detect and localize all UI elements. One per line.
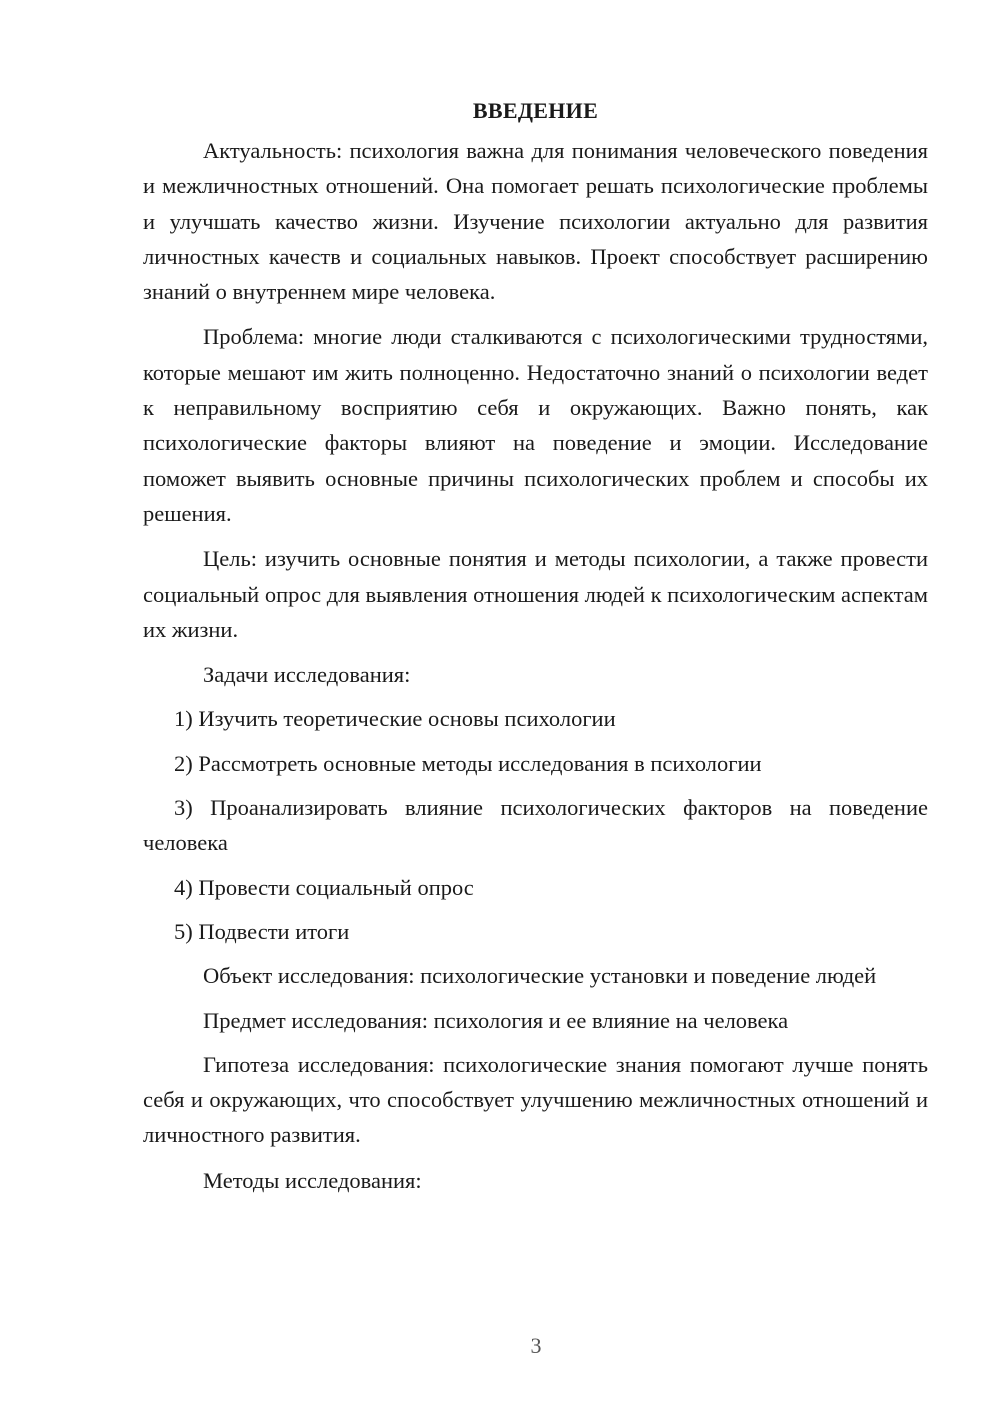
document-page [143, 95, 928, 1198]
problem-paragraph: Проблема: многие люди сталкиваются с психологическими трудностями, которые мешают им жить полноценно. Недостаточно знаний о психологии ведет к неправильному восприятию себя и окружающих. Важно понять, как психологические факторы влияют на поведение и эмоции. Исследование поможет выявить основные причины психологических проблем и способы их решения. [143, 324, 928, 526]
page-number: 3 [530, 1333, 542, 1358]
hypothesis-paragraph: Гипотеза исследования: психологические знания помогают лучше понять себя и окружающих, что способствует улучшению межличностных отношений и личностного развития. [143, 1051, 928, 1148]
page-title: ВВЕДЕНИЕ [472, 98, 599, 123]
task-item-1: 1) Изучить теоретические основы психологии [174, 706, 616, 732]
goal-paragraph: Цель: изучить основные понятия и методы психологии, а также провести социальный опрос для выявления отношения людей к психологическим аспектам их жизни. [143, 546, 928, 642]
task-item-4: 4) Провести социальный опрос [174, 874, 474, 900]
subject-paragraph: Предмет исследования: психология и ее влияние на человека [203, 1007, 789, 1033]
tasks-title: Задачи исследования: [203, 662, 411, 688]
methods-title: Методы исследования: [203, 1167, 422, 1193]
relevance-paragraph: Актуальность: психология важна для понимания человеческого поведения и межличностных отношений. Она помогает решать психологические проблемы и улучшать качество жизни. Изучение психологии актуально для развития личностных качеств и социальных навыков. Проект способствует расширению знаний о внутреннем мире человека. [143, 138, 928, 305]
task-item-2: 2) Рассмотреть основные методы исследования в психологии [174, 750, 762, 776]
task-item-5: 5) Подвести итоги [174, 918, 350, 944]
task-item-3: 3) Проанализировать влияние психологических факторов на поведение человека [143, 795, 928, 856]
object-paragraph: Объект исследования: психологические установки и поведение людей [203, 963, 877, 989]
